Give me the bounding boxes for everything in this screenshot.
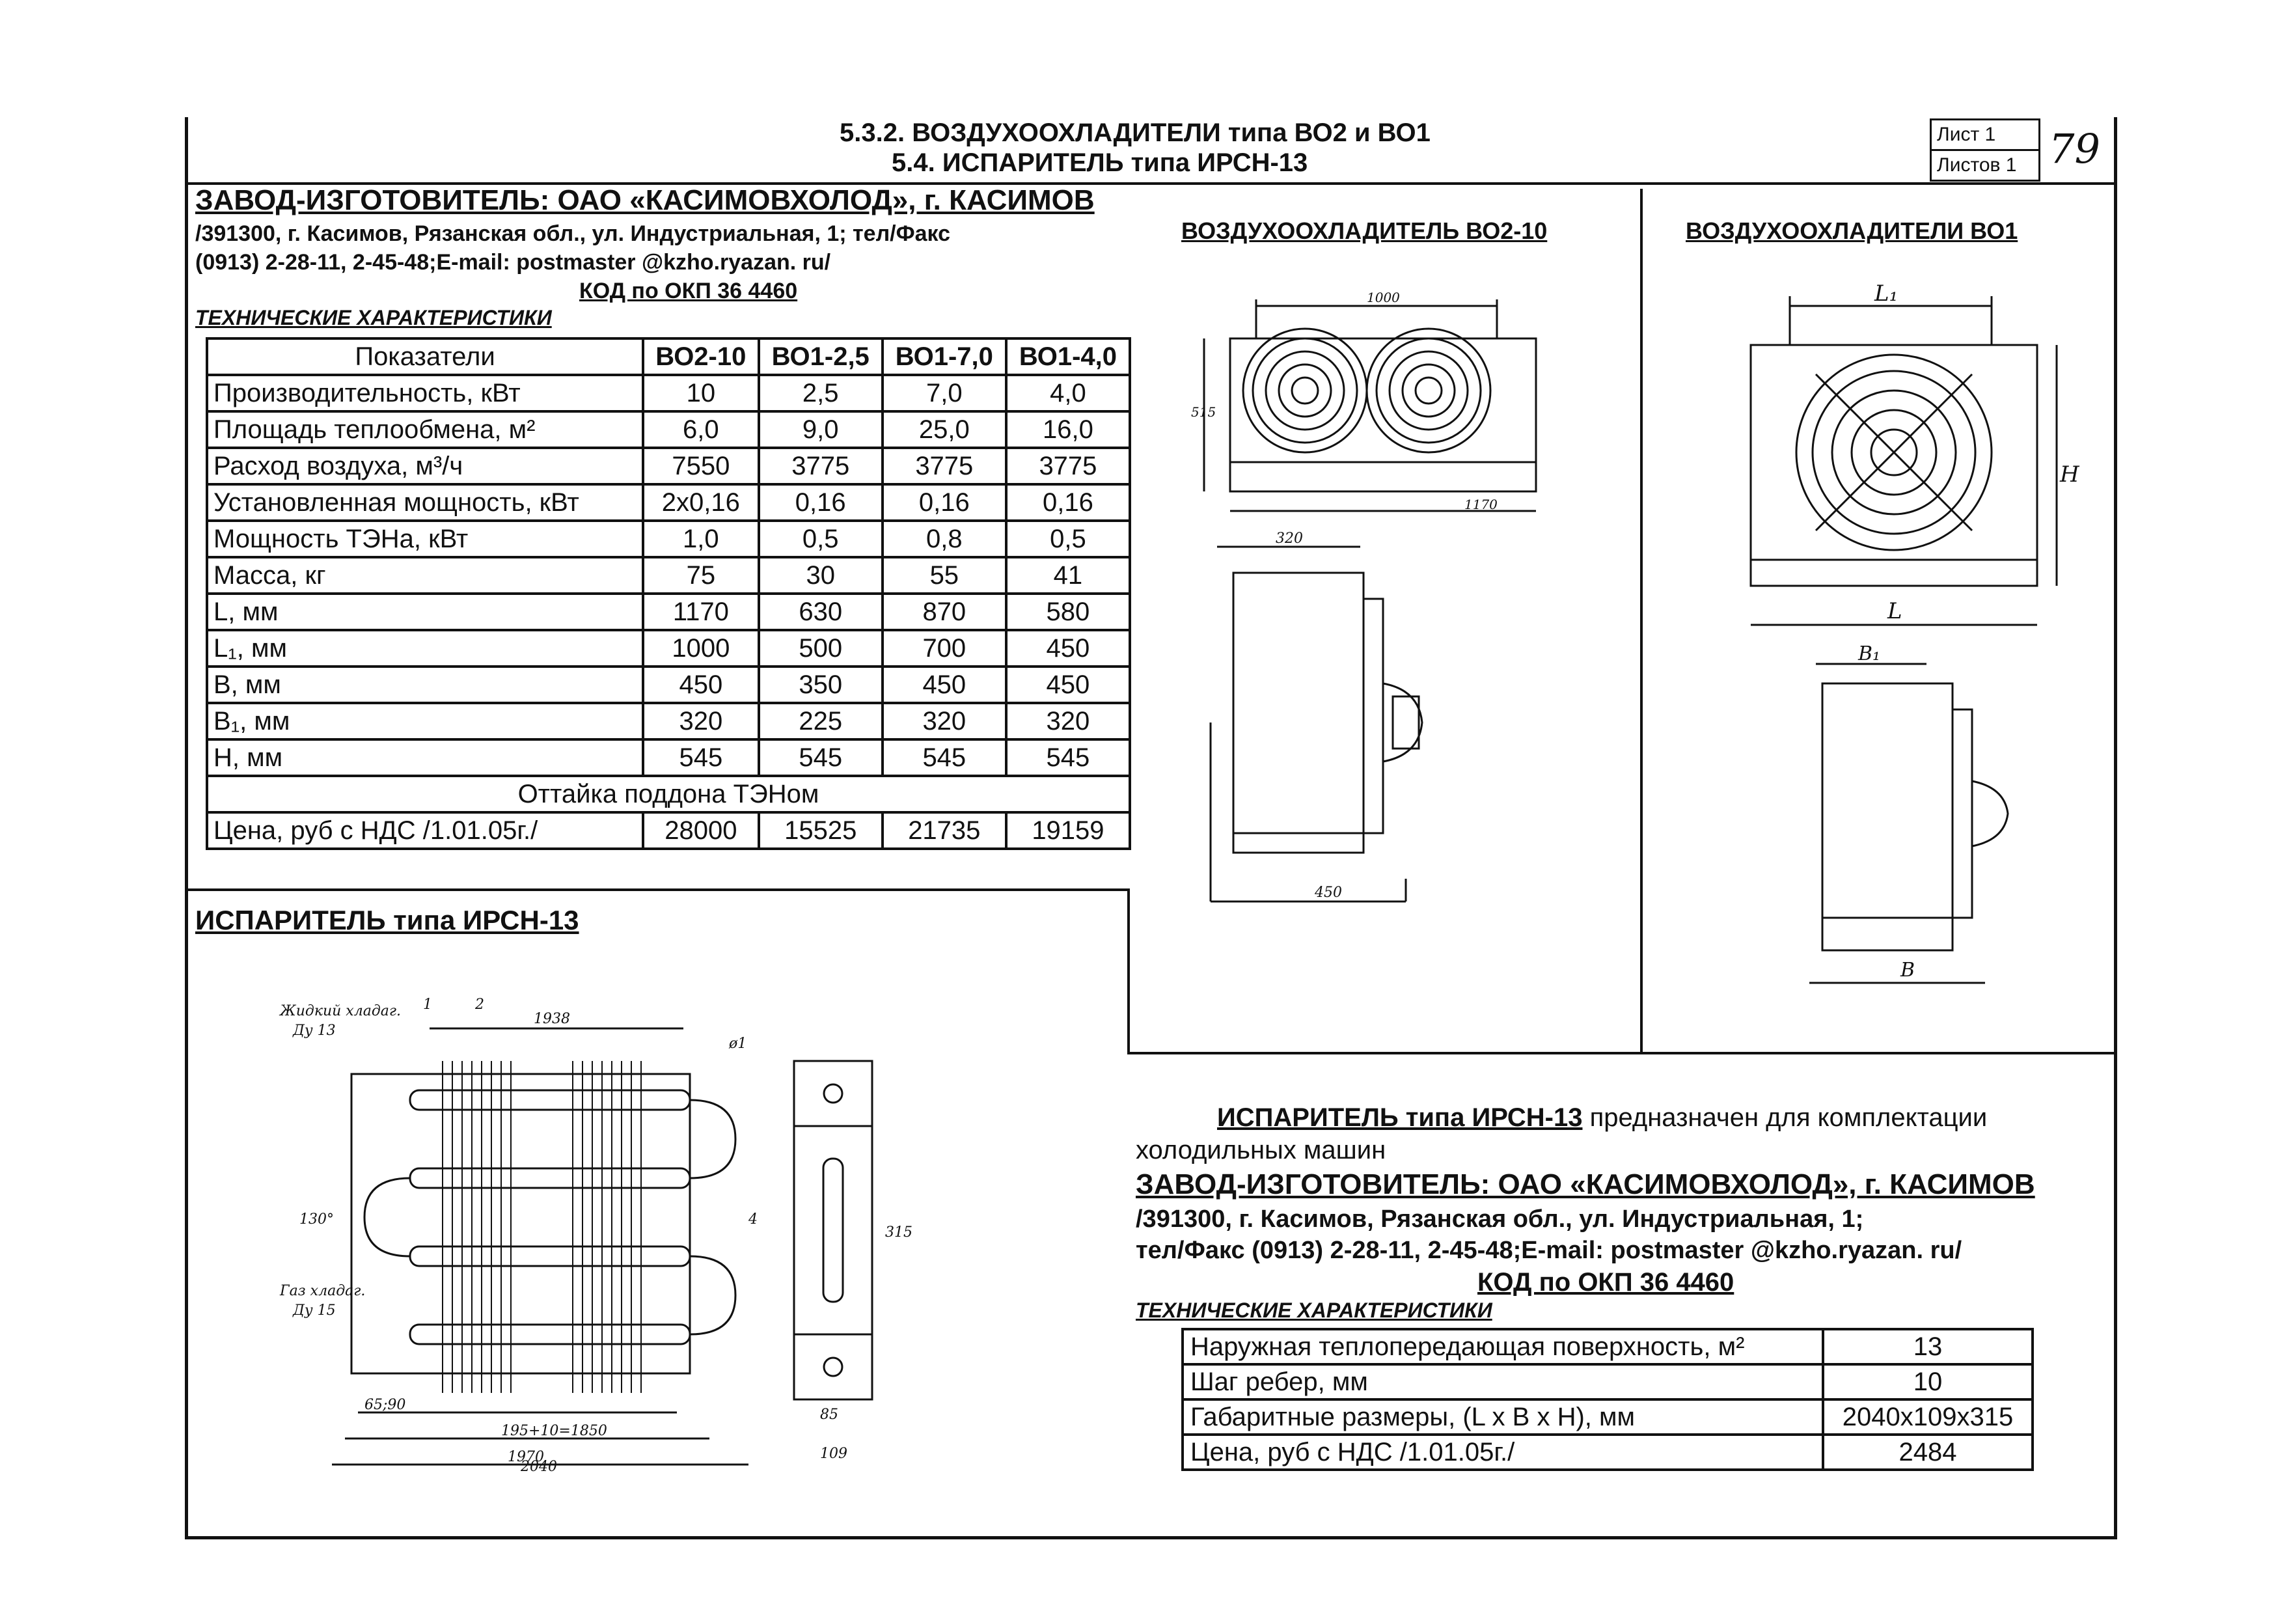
cell: 15525 xyxy=(759,812,883,849)
irsn-lead-bold: ИСПАРИТЕЛЬ типа ИРСН-13 xyxy=(1217,1103,1583,1132)
cell: 2х0,16 xyxy=(643,484,759,521)
cell: 55 xyxy=(883,557,1006,594)
cell: 41 xyxy=(1006,557,1130,594)
frame-right xyxy=(2114,117,2117,1539)
irsn-dim-d2: 65;90 xyxy=(364,1397,406,1413)
vo1-front-drawing xyxy=(1731,273,2079,638)
cell: 700 xyxy=(883,630,1006,667)
row-label: B₁, мм xyxy=(207,703,643,739)
divider-vertical-1 xyxy=(1640,189,1643,1054)
table-row xyxy=(207,667,1130,703)
cell: 7550 xyxy=(643,448,759,484)
col-header: ВО1-4,0 xyxy=(1006,338,1130,375)
cell: 3775 xyxy=(759,448,883,484)
cell: 450 xyxy=(1006,667,1130,703)
manufacturer-address-2: (0913) 2-28-11, 2-45-48;E-mail: postmaster @kzho.ryazan. ru/ xyxy=(195,250,831,275)
spec-table xyxy=(206,337,1131,850)
table-row xyxy=(207,448,1130,484)
table-row xyxy=(1183,1435,2033,1470)
row-label: L, мм xyxy=(207,594,643,630)
cell: 30 xyxy=(759,557,883,594)
page-title-2: 5.4. ИСПАРИТЕЛЬ типа ИРСН-13 xyxy=(892,148,1308,177)
row-label: Цена, руб с НДС /1.01.05г./ xyxy=(1183,1435,1823,1470)
table-row xyxy=(207,557,1130,594)
cell: 3775 xyxy=(1006,448,1130,484)
sheets-label: Листов 1 xyxy=(1930,149,2040,182)
page-number: 79 xyxy=(2049,125,2100,172)
irsn-manufacturer-heading: ЗАВОД-ИЗГОТОВИТЕЛЬ: ОАО «КАСИМОВХОЛОД», г. КАСИМОВ xyxy=(1136,1168,2035,1200)
cell: 1170 xyxy=(643,594,759,630)
cell: 10 xyxy=(1823,1364,2033,1399)
price-row xyxy=(207,812,1130,849)
tech-label: ТЕХНИЧЕСКИЕ ХАРАКТЕРИСТИКИ xyxy=(195,306,552,329)
cell: 450 xyxy=(883,667,1006,703)
cell: 7,0 xyxy=(883,375,1006,411)
col-header: ВО2-10 xyxy=(643,338,759,375)
cell: 0,16 xyxy=(883,484,1006,521)
col-header: Показатели xyxy=(207,338,643,375)
irsn-dim-d4: 1970 xyxy=(508,1449,544,1465)
cell: 0,5 xyxy=(1006,521,1130,557)
frame-bottom xyxy=(185,1536,2117,1539)
row-label: Габаритные размеры, (L x B x H), мм xyxy=(1183,1399,1823,1435)
table-row xyxy=(207,703,1130,739)
irsn-callout-1: 1 xyxy=(423,997,432,1013)
irsn-tech-label: ТЕХНИЧЕСКИЕ ХАРАКТЕРИСТИКИ xyxy=(1136,1299,1492,1322)
row-label: H, мм xyxy=(207,739,643,776)
cell: 25,0 xyxy=(883,411,1006,448)
row-label: B, мм xyxy=(207,667,643,703)
divider-vertical-2 xyxy=(1127,888,1130,1054)
table-row xyxy=(1183,1329,2033,1364)
irsn-callout-4: 4 xyxy=(748,1211,758,1228)
vo1-dim-bottom: L xyxy=(1887,598,1902,624)
cell: 1,0 xyxy=(643,521,759,557)
table-row xyxy=(207,411,1130,448)
row-label: Масса, кг xyxy=(207,557,643,594)
col-header: ВО1-2,5 xyxy=(759,338,883,375)
irsn-dim-d3: 195+10=1850 xyxy=(501,1423,607,1439)
table-row xyxy=(1183,1364,2033,1399)
cell: 350 xyxy=(759,667,883,703)
cell: 2484 xyxy=(1823,1435,2033,1470)
irsn-outlet-du: Ду 15 xyxy=(293,1302,336,1319)
vo1-dim-side: H xyxy=(2060,461,2079,488)
cell: 320 xyxy=(1006,703,1130,739)
irsn-drawing-title: ИСПАРИТЕЛЬ типа ИРСН-13 xyxy=(195,905,579,935)
row-label: Наружная теплопередающая поверхность, м² xyxy=(1183,1329,1823,1364)
row-label: Площадь теплообмена, м² xyxy=(207,411,643,448)
cell: 545 xyxy=(759,739,883,776)
irsn-dim-top: 1938 xyxy=(534,1011,570,1027)
vo2-drawing-title: ВОЗДУХООХЛАДИТЕЛЬ ВО2-10 xyxy=(1181,217,1548,244)
vo1-dim-top: L₁ xyxy=(1874,281,1898,307)
cell: 870 xyxy=(883,594,1006,630)
cell: 0,16 xyxy=(1006,484,1130,521)
cell: 450 xyxy=(643,667,759,703)
irsn-outlet-label: Газ хладаг. xyxy=(280,1283,366,1299)
irsn-dia-small: ø1 xyxy=(729,1036,747,1052)
vo1-dim-depth-bottom: B xyxy=(1900,959,1915,982)
table-header-row xyxy=(207,338,1130,375)
irsn-drawing xyxy=(280,989,931,1475)
cell: 0,16 xyxy=(759,484,883,521)
manufacturer-address-1: /391300, г. Касимов, Рязанская обл., ул. Индустриальная, 1; тел/Факс xyxy=(195,221,951,246)
cell: 16,0 xyxy=(1006,411,1130,448)
cell: 580 xyxy=(1006,594,1130,630)
cell: 545 xyxy=(643,739,759,776)
page-title-1: 5.3.2. ВОЗДУХООХЛАДИТЕЛИ типа ВО2 и ВО1 xyxy=(840,118,1431,147)
divider-horizontal-right xyxy=(1127,1052,2117,1054)
row-label: Расход воздуха, м³/ч xyxy=(207,448,643,484)
irsn-lead xyxy=(1217,1103,1987,1133)
row-label: Производительность, кВт xyxy=(207,375,643,411)
table-row xyxy=(207,594,1130,630)
cell: 450 xyxy=(1006,630,1130,667)
irsn-okp-code: КОД по ОКП 36 4460 xyxy=(1477,1268,1734,1297)
irsn-address-1: /391300, г. Касимов, Рязанская обл., ул. Индустриальная, 1; xyxy=(1136,1205,1864,1233)
vo2-front-drawing xyxy=(1191,286,1582,521)
cell: 500 xyxy=(759,630,883,667)
vo2-dim-bottom: 1170 xyxy=(1464,497,1498,512)
table-row xyxy=(207,484,1130,521)
irsn-table xyxy=(1181,1328,2034,1471)
cell: 3775 xyxy=(883,448,1006,484)
irsn-inlet-du: Ду 13 xyxy=(293,1023,336,1039)
frame-left xyxy=(185,117,188,1539)
cell: 13 xyxy=(1823,1329,2033,1364)
vo2-dim-width: 450 xyxy=(1315,885,1342,901)
vo2-dim-depth: 320 xyxy=(1276,530,1303,547)
table-row xyxy=(207,375,1130,411)
cell: 320 xyxy=(643,703,759,739)
cell: 320 xyxy=(883,703,1006,739)
cell: 10 xyxy=(643,375,759,411)
irsn-address-2: тел/Факс (0913) 2-28-11, 2-45-48;E-mail: postmaster @kzho.ryazan. ru/ xyxy=(1136,1237,1962,1264)
cell: 19159 xyxy=(1006,812,1130,849)
divider-horizontal-mid xyxy=(185,888,1129,891)
cell: 545 xyxy=(1006,739,1130,776)
sheet-box xyxy=(1930,118,2040,182)
row-label: L₁, мм xyxy=(207,630,643,667)
row-label: Цена, руб с НДС /1.01.05г./ xyxy=(207,812,643,849)
irsn-dim-angle: 130° xyxy=(299,1211,334,1228)
vo1-dim-depth-top: B₁ xyxy=(1858,642,1881,665)
cell: 0,8 xyxy=(883,521,1006,557)
cell: 225 xyxy=(759,703,883,739)
table-row xyxy=(207,521,1130,557)
row-label: Шаг ребер, мм xyxy=(1183,1364,1823,1399)
sheet-label: Лист 1 xyxy=(1930,118,2040,149)
table-row xyxy=(207,630,1130,667)
irsn-lead-rest: предназначен для комплектации xyxy=(1582,1103,1988,1132)
cell: 2,5 xyxy=(759,375,883,411)
row-label: Мощность ТЭНа, кВт xyxy=(207,521,643,557)
vo2-side-drawing xyxy=(1198,527,1458,905)
irsn-dim-w2: 109 xyxy=(820,1446,847,1462)
irsn-callout-2: 2 xyxy=(475,997,484,1013)
irsn-dim-d5: 2040 xyxy=(521,1459,557,1475)
okp-code: КОД по ОКП 36 4460 xyxy=(579,279,798,303)
irsn-dim-w1: 85 xyxy=(820,1407,838,1423)
vo2-dim-top: 1000 xyxy=(1367,290,1400,305)
irsn-dim-side: 315 xyxy=(885,1224,912,1241)
cell: 21735 xyxy=(883,812,1006,849)
col-header: ВО1-7,0 xyxy=(883,338,1006,375)
cell: 75 xyxy=(643,557,759,594)
manufacturer-heading: ЗАВОД-ИЗГОТОВИТЕЛЬ: ОАО «КАСИМОВХОЛОД», г. КАСИМОВ xyxy=(195,184,1095,216)
cell: 6,0 xyxy=(643,411,759,448)
irsn-inlet-label: Жидкий хладаг. xyxy=(280,1003,402,1019)
cell: 0,5 xyxy=(759,521,883,557)
table-row xyxy=(1183,1399,2033,1435)
vo1-side-drawing xyxy=(1796,644,2031,996)
irsn-lead-line2: холодильных машин xyxy=(1136,1136,1386,1164)
cell: 2040х109х315 xyxy=(1823,1399,2033,1435)
table-row xyxy=(207,776,1130,812)
defrost-note: Оттайка поддона ТЭНом xyxy=(207,776,1130,812)
cell: 1000 xyxy=(643,630,759,667)
vo1-drawing-title: ВОЗДУХООХЛАДИТЕЛИ ВО1 xyxy=(1686,217,2018,244)
cell: 545 xyxy=(883,739,1006,776)
cell: 630 xyxy=(759,594,883,630)
cell: 28000 xyxy=(643,812,759,849)
table-row xyxy=(207,739,1130,776)
cell: 9,0 xyxy=(759,411,883,448)
vo2-dim-height: 515 xyxy=(1191,404,1216,420)
row-label: Установленная мощность, кВт xyxy=(207,484,643,521)
cell: 4,0 xyxy=(1006,375,1130,411)
